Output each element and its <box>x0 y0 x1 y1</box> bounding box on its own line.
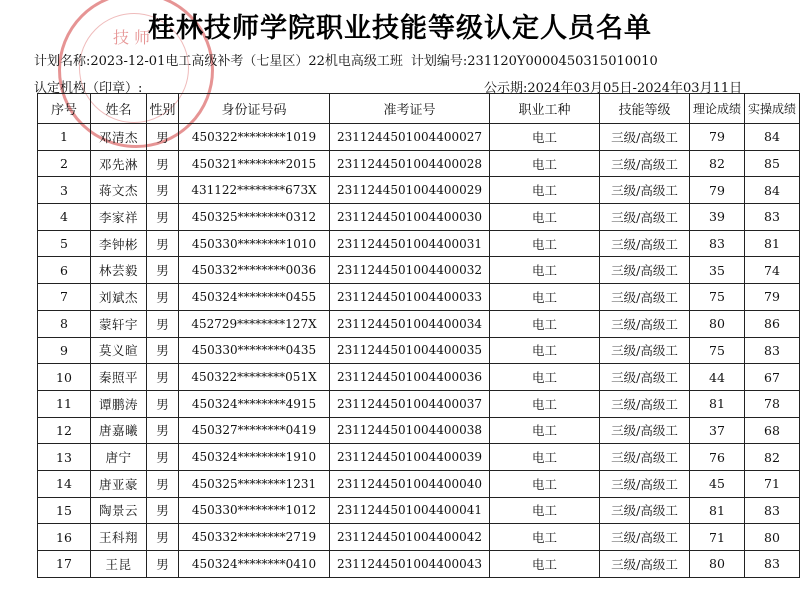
cell-practice-score: 85 <box>745 150 800 177</box>
cell-theory-score: 81 <box>690 497 745 524</box>
table-row <box>38 551 800 578</box>
table-row <box>38 257 800 284</box>
cell-no: 4 <box>38 204 91 231</box>
cell-sex: 男 <box>147 364 179 391</box>
cell-job: 电工 <box>490 230 600 257</box>
roster-body <box>38 124 800 578</box>
cell-exam-number: 2311244501004400031 <box>330 230 490 257</box>
cell-id-number: 450330********0435 <box>179 337 330 364</box>
cell-job: 电工 <box>490 444 600 471</box>
cell-name: 王昆 <box>91 551 147 578</box>
document-title: 桂林技师学院职业技能等级认定人员名单 <box>148 13 652 44</box>
roster-table <box>37 93 800 578</box>
cell-id-number: 431122********673X <box>179 177 330 204</box>
cell-job: 电工 <box>490 257 600 284</box>
table-row <box>38 204 800 231</box>
cell-id-number: 450332********0036 <box>179 257 330 284</box>
cell-no: 8 <box>38 310 91 337</box>
cell-name: 蒙轩宇 <box>91 310 147 337</box>
cell-theory-score: 44 <box>690 364 745 391</box>
cell-no: 9 <box>38 337 91 364</box>
cell-practice-score: 68 <box>745 417 800 444</box>
cell-job: 电工 <box>490 337 600 364</box>
table-row <box>38 177 800 204</box>
cell-exam-number: 2311244501004400027 <box>330 124 490 151</box>
cell-practice-score: 79 <box>745 284 800 311</box>
cell-sex: 男 <box>147 337 179 364</box>
cell-level: 三级/高级工 <box>600 257 690 284</box>
cell-job: 电工 <box>490 150 600 177</box>
cell-no: 6 <box>38 257 91 284</box>
cell-job: 电工 <box>490 310 600 337</box>
table-row <box>38 230 800 257</box>
cell-job: 电工 <box>490 284 600 311</box>
cell-practice-score: 82 <box>745 444 800 471</box>
cell-level: 三级/高级工 <box>600 497 690 524</box>
cell-id-number: 450324********0410 <box>179 551 330 578</box>
table-row <box>38 337 800 364</box>
cell-name: 邓清杰 <box>91 124 147 151</box>
cell-level: 三级/高级工 <box>600 177 690 204</box>
cell-id-number: 450322********1019 <box>179 124 330 151</box>
cell-name: 唐亚豪 <box>91 470 147 497</box>
cell-theory-score: 80 <box>690 551 745 578</box>
cell-theory-score: 37 <box>690 417 745 444</box>
cell-id-number: 450324********0455 <box>179 284 330 311</box>
cell-theory-score: 82 <box>690 150 745 177</box>
cell-exam-number: 2311244501004400032 <box>330 257 490 284</box>
cell-practice-score: 84 <box>745 124 800 151</box>
table-row <box>38 470 800 497</box>
cell-job: 电工 <box>490 124 600 151</box>
cell-level: 三级/高级工 <box>600 524 690 551</box>
cell-theory-score: 83 <box>690 230 745 257</box>
cell-practice-score: 86 <box>745 310 800 337</box>
table-row <box>38 364 800 391</box>
cell-theory-score: 45 <box>690 470 745 497</box>
cell-id-number: 452729********127X <box>179 310 330 337</box>
cell-practice-score: 74 <box>745 257 800 284</box>
table-row <box>38 390 800 417</box>
cell-level: 三级/高级工 <box>600 230 690 257</box>
cell-no: 5 <box>38 230 91 257</box>
col-header-sex: 性别 <box>147 94 179 124</box>
notice-label: 公示期: <box>484 81 528 96</box>
cell-name: 谭鹏涛 <box>91 390 147 417</box>
cell-sex: 男 <box>147 204 179 231</box>
cell-sex: 男 <box>147 150 179 177</box>
cell-exam-number: 2311244501004400041 <box>330 497 490 524</box>
cell-exam-number: 2311244501004400042 <box>330 524 490 551</box>
cell-practice-score: 81 <box>745 230 800 257</box>
cell-sex: 男 <box>147 390 179 417</box>
cell-no: 17 <box>38 551 91 578</box>
cell-id-number: 450327********0419 <box>179 417 330 444</box>
plan-name: 2023-12-01电工高级补考（七星区）22机电高级工班 <box>90 54 403 69</box>
cell-exam-number: 2311244501004400029 <box>330 177 490 204</box>
cell-exam-number: 2311244501004400036 <box>330 364 490 391</box>
table-row <box>38 150 800 177</box>
cell-theory-score: 39 <box>690 204 745 231</box>
cell-exam-number: 2311244501004400034 <box>330 310 490 337</box>
col-header-job: 职业工种 <box>490 94 600 124</box>
table-row <box>38 124 800 151</box>
cell-id-number: 450324********1910 <box>179 444 330 471</box>
cell-sex: 男 <box>147 444 179 471</box>
cell-practice-score: 71 <box>745 470 800 497</box>
plan-no-label: 计划编号: <box>410 54 468 69</box>
cell-id-number: 450321********2015 <box>179 150 330 177</box>
cell-sex: 男 <box>147 177 179 204</box>
cell-exam-number: 2311244501004400033 <box>330 284 490 311</box>
table-row <box>38 524 800 551</box>
cell-job: 电工 <box>490 177 600 204</box>
cell-sex: 男 <box>147 284 179 311</box>
cell-level: 三级/高级工 <box>600 364 690 391</box>
cell-level: 三级/高级工 <box>600 470 690 497</box>
cell-level: 三级/高级工 <box>600 390 690 417</box>
cell-sex: 男 <box>147 551 179 578</box>
cell-no: 1 <box>38 124 91 151</box>
cell-level: 三级/高级工 <box>600 551 690 578</box>
plan-no: 231120Y0000450315010010 <box>467 54 658 69</box>
cell-exam-number: 2311244501004400043 <box>330 551 490 578</box>
cell-level: 三级/高级工 <box>600 310 690 337</box>
cell-practice-score: 67 <box>745 364 800 391</box>
cell-theory-score: 79 <box>690 124 745 151</box>
cell-id-number: 450322********051X <box>179 364 330 391</box>
notice-period: 2024年03月05日-2024年03月11日 <box>527 81 743 96</box>
cell-exam-number: 2311244501004400035 <box>330 337 490 364</box>
table-row <box>38 284 800 311</box>
cell-exam-number: 2311244501004400037 <box>330 390 490 417</box>
cell-level: 三级/高级工 <box>600 204 690 231</box>
cell-exam-number: 2311244501004400030 <box>330 204 490 231</box>
cell-theory-score: 79 <box>690 177 745 204</box>
cell-sex: 男 <box>147 257 179 284</box>
cell-sex: 男 <box>147 524 179 551</box>
col-header-level: 技能等级 <box>600 94 690 124</box>
cell-id-number: 450325********0312 <box>179 204 330 231</box>
col-header-exam-no: 准考证号 <box>330 94 490 124</box>
cell-practice-score: 80 <box>745 524 800 551</box>
cell-name: 林芸毅 <box>91 257 147 284</box>
cell-no: 7 <box>38 284 91 311</box>
cell-job: 电工 <box>490 497 600 524</box>
cell-name: 李钟彬 <box>91 230 147 257</box>
cell-job: 电工 <box>490 524 600 551</box>
cell-exam-number: 2311244501004400040 <box>330 470 490 497</box>
cell-sex: 男 <box>147 310 179 337</box>
cell-theory-score: 75 <box>690 284 745 311</box>
org-label: 认定机构（印章）: <box>34 81 143 96</box>
table-header-row <box>38 94 800 124</box>
cell-theory-score: 81 <box>690 390 745 417</box>
cell-name: 唐宁 <box>91 444 147 471</box>
cell-no: 3 <box>38 177 91 204</box>
cell-level: 三级/高级工 <box>600 150 690 177</box>
cell-name: 李家祥 <box>91 204 147 231</box>
cell-id-number: 450325********1231 <box>179 470 330 497</box>
cell-name: 蒋文杰 <box>91 177 147 204</box>
cell-job: 电工 <box>490 204 600 231</box>
cell-job: 电工 <box>490 390 600 417</box>
cell-level: 三级/高级工 <box>600 284 690 311</box>
cell-no: 15 <box>38 497 91 524</box>
cell-name: 秦照平 <box>91 364 147 391</box>
cell-theory-score: 76 <box>690 444 745 471</box>
cell-theory-score: 75 <box>690 337 745 364</box>
cell-id-number: 450332********2719 <box>179 524 330 551</box>
cell-practice-score: 83 <box>745 551 800 578</box>
cell-name: 刘斌杰 <box>91 284 147 311</box>
official-seal-text: 技 师 <box>113 28 151 47</box>
cell-exam-number: 2311244501004400039 <box>330 444 490 471</box>
cell-no: 14 <box>38 470 91 497</box>
cell-theory-score: 35 <box>690 257 745 284</box>
cell-id-number: 450330********1012 <box>179 497 330 524</box>
cell-id-number: 450330********1010 <box>179 230 330 257</box>
cell-name: 邓先淋 <box>91 150 147 177</box>
cell-job: 电工 <box>490 551 600 578</box>
cell-practice-score: 84 <box>745 177 800 204</box>
cell-no: 16 <box>38 524 91 551</box>
cell-practice-score: 83 <box>745 204 800 231</box>
cell-exam-number: 2311244501004400038 <box>330 417 490 444</box>
plan-name-label: 计划名称: <box>34 54 91 69</box>
cell-practice-score: 78 <box>745 390 800 417</box>
cell-level: 三级/高级工 <box>600 337 690 364</box>
plan-info-line <box>34 50 658 69</box>
col-header-theory: 理论成绩 <box>690 94 745 124</box>
cell-name: 唐嘉曦 <box>91 417 147 444</box>
cell-no: 2 <box>38 150 91 177</box>
cell-no: 12 <box>38 417 91 444</box>
col-header-practice: 实操成绩 <box>745 94 800 124</box>
cell-job: 电工 <box>490 470 600 497</box>
cell-no: 11 <box>38 390 91 417</box>
cell-id-number: 450324********4915 <box>179 390 330 417</box>
cell-sex: 男 <box>147 470 179 497</box>
cell-theory-score: 71 <box>690 524 745 551</box>
table-row <box>38 444 800 471</box>
cell-job: 电工 <box>490 417 600 444</box>
col-header-name: 姓名 <box>91 94 147 124</box>
cell-theory-score: 80 <box>690 310 745 337</box>
table-row <box>38 417 800 444</box>
cell-level: 三级/高级工 <box>600 417 690 444</box>
col-header-id: 身份证号码 <box>179 94 330 124</box>
table-row <box>38 497 800 524</box>
cell-name: 陶景云 <box>91 497 147 524</box>
cell-name: 王科翔 <box>91 524 147 551</box>
cell-name: 莫义暄 <box>91 337 147 364</box>
cell-job: 电工 <box>490 364 600 391</box>
cell-sex: 男 <box>147 230 179 257</box>
col-header-no: 序号 <box>38 94 91 124</box>
cell-exam-number: 2311244501004400028 <box>330 150 490 177</box>
cell-practice-score: 83 <box>745 337 800 364</box>
cell-level: 三级/高级工 <box>600 124 690 151</box>
cell-sex: 男 <box>147 417 179 444</box>
cell-level: 三级/高级工 <box>600 444 690 471</box>
cell-sex: 男 <box>147 497 179 524</box>
cell-practice-score: 83 <box>745 497 800 524</box>
cell-no: 10 <box>38 364 91 391</box>
table-row <box>38 310 800 337</box>
cell-sex: 男 <box>147 124 179 151</box>
cell-no: 13 <box>38 444 91 471</box>
